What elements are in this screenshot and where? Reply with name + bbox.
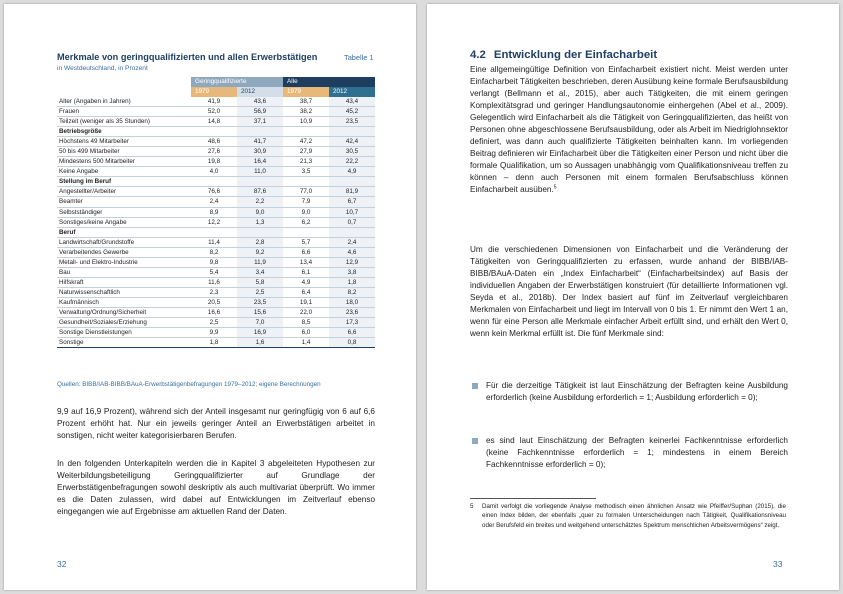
table-cell: 48,6	[207, 138, 221, 146]
table-cell: 43,4	[329, 97, 375, 107]
table-row	[57, 307, 375, 317]
table-cell: 5,4	[209, 268, 219, 276]
table-cell: 1,3	[237, 217, 283, 227]
table-cell: 4,9	[301, 278, 311, 286]
table-row	[57, 187, 375, 197]
row-label: Bau	[59, 268, 71, 276]
row-label: Gesundheit/Soziales/Erziehung	[59, 319, 147, 327]
table-cell: 16,9	[237, 328, 283, 338]
right-page	[427, 4, 839, 590]
row-label: Keine Angabe	[59, 168, 99, 176]
footnote-reference[interactable]: 5	[553, 184, 557, 191]
table-cell: 8,2	[209, 248, 219, 256]
group-header-alle: Alle	[283, 77, 375, 87]
table-row	[57, 277, 375, 287]
bullet-text: es sind laut Einschätzung der Befragten keinerlei Fachkenntnisse erforderlich (keine Fachkenntnisse erforderlich = 1; mindestens in einem Bereich Fachkenntnisse erforderlich = 0);	[486, 436, 788, 469]
table-row	[57, 97, 375, 107]
table-cell: 3,4	[237, 267, 283, 277]
section-heading	[470, 49, 657, 61]
table-cell: 14,8	[207, 118, 221, 126]
table-cell: 9,8	[209, 258, 219, 266]
table-row	[57, 287, 375, 297]
footnote-text: Damit verfolgt die vorliegende Analyse methodisch einen ähnlichen Ansatz wie Pfeiffer/Suphan (2015), die einen Index bilden, der ebenfalls „quer zu formalen Unterscheidungen nach Tätigkeit, Qualifikationsniveau oder Berufsfeld ein breites und weitgehend unterschätztes Spektrum menschlichen Arbeitsvermögens“ zeigt.	[482, 503, 786, 529]
table-cell: 11,4	[208, 238, 220, 246]
table-cell: 1,6	[237, 338, 283, 348]
row-label: Beruf	[59, 228, 76, 236]
table-cell: 30,5	[329, 147, 375, 157]
table-row	[57, 297, 375, 307]
table-cell: 9,2	[237, 247, 283, 257]
table-cell: 41,7	[237, 137, 283, 147]
table-cell: 19,8	[207, 158, 221, 166]
row-label: Mindestens 500 Mitarbeiter	[59, 158, 135, 166]
row-label: Verarbeitendes Gewerbe	[59, 248, 129, 256]
table-cell: 22,2	[329, 157, 375, 167]
row-label: Angestellter/Arbeiter	[59, 188, 117, 196]
table-cell: 0,8	[329, 338, 375, 348]
table-cell: 6,4	[301, 288, 311, 296]
table-body	[57, 97, 375, 348]
table-cell: 7,0	[237, 318, 283, 328]
table-cell	[329, 127, 375, 137]
table-cell: 87,6	[237, 187, 283, 197]
table-cell: 11,9	[237, 257, 283, 267]
table-cell: 8,9	[209, 208, 219, 216]
table-cell: 23,6	[329, 307, 375, 317]
paragraph-text: Eine allgemeingültige Definition von Einfacharbeit existiert nicht. Meist werden unter Einfacharbeit Tätigkeiten beschrieben, deren Ausübung keine formale Berufsausbildung verlangt (Bellmann et al., 2015), aber auch Tätigkeiten, die mit einem geringen Komplexitätsgrad und geringer Handlungsautonomie einhergehen (Abel et al., 2009). Gelegentlich wird Einfacharbeit als die Tätigkeit von Geringqualifizierten, das heißt von Personen ohne abgeschlossene Berufsausbildung, oder als Arbeit im Niedriglohnsektor definiert, was dann auch qualifizierte Tätigkeiten beinhalten kann. Im vorliegenden Beitrag definieren wir Einfacharbeit über die Tätigkeiten einer Person und nicht über die formale Qualifikation, um so Aussagen unabhängig vom Qualifikationsniveau treffen zu können – denn auch Personen mit einem formalen Berufsabschluss können Einfacharbeit ausüben.	[470, 65, 789, 194]
table-row	[57, 117, 375, 127]
row-label: Stellung im Beruf	[59, 178, 112, 186]
table-row	[57, 318, 375, 328]
row-label: Alter (Angaben in Jahren)	[59, 98, 131, 105]
table-cell: 9,9	[209, 329, 219, 337]
table-cell: 17,3	[329, 318, 375, 328]
table-row	[57, 157, 375, 167]
row-label: Betriebsgröße	[59, 128, 102, 136]
table-cell: 38,7	[299, 98, 313, 105]
table-subtitle: in Westdeutschland, in Prozent	[57, 65, 148, 72]
table-cell: 5,8	[237, 277, 283, 287]
table-cell: 4,0	[209, 168, 219, 176]
page-number-right: 33	[773, 559, 783, 569]
table-cell: 19,1	[299, 298, 313, 306]
page-number-left: 32	[57, 559, 67, 569]
table-cell: 3,8	[329, 267, 375, 277]
data-table	[57, 77, 375, 348]
left-paragraph-2	[57, 458, 375, 518]
row-label: Höchstens 49 Mitarbeiter	[59, 138, 129, 146]
table-cell: 1,4	[301, 339, 311, 347]
table-cell: 2,5	[209, 319, 219, 327]
row-label: Kaufmännisch	[59, 298, 99, 306]
row-label: Verwaltung/Ordnung/Sicherheit	[59, 308, 147, 316]
table-cell: 2,4	[209, 198, 219, 206]
table-cell: 76,6	[207, 188, 221, 196]
table-cell: 12,9	[329, 257, 375, 267]
table-row	[57, 137, 375, 147]
right-paragraph-1	[470, 64, 788, 196]
table-cell: 3,5	[301, 168, 311, 176]
table-cell: 6,1	[301, 268, 311, 276]
section-title: Entwicklung der Einfacharbeit	[493, 49, 658, 61]
table-row	[57, 237, 375, 247]
table-cell: 21,3	[299, 158, 313, 166]
left-page	[4, 4, 416, 590]
table-cell: 15,6	[237, 307, 283, 317]
table-cell: 81,9	[329, 187, 375, 197]
paragraph-text: In den folgenden Unterkapiteln werden die in Kapitel 3 abgeleiteten Hypothesen zur Weiterbildungsbeteiligung Geringqualifizierter auf Grundlage der Erwerbstätigenbefragungen sowohl deskriptiv als auch multivariat überprüft. Wo immer es die Daten zulassen, wird dabei auf Entwicklungen im Zeitverlauf ebenso eingegangen wie auf Ergebnisse am aktuellen Rand der Daten.	[57, 459, 375, 516]
row-label: Naturwissenschaftlich	[59, 288, 120, 296]
table-cell: 9,0	[237, 207, 283, 217]
table-cell: 42,4	[329, 137, 375, 147]
table-cell: 47,2	[299, 138, 313, 146]
table-row	[57, 147, 375, 157]
table-row	[57, 207, 375, 217]
table-cell: 9,0	[301, 208, 311, 216]
table-cell	[329, 177, 375, 187]
year-header: 2012	[329, 87, 375, 97]
bullet-text: Für die derzeitige Tätigkeit ist laut Einschätzung der Befragten keine Ausbildung erforderlich (keine Ausbildung erforderlich = 1; Ausbildung erforderlich = 0);	[486, 381, 788, 402]
section-number: 4.2	[470, 49, 486, 61]
table-cell: 77,0	[299, 188, 313, 196]
table-cell: 45,2	[329, 107, 375, 117]
paragraph-text: 9,9 auf 16,9 Prozent), während sich der Anteil insgesamt nur geringfügig von 6 auf 6,6 Prozent erhöht hat. Nur ein jeweils geringer Anteil an Erwerbstätigen arbeitet in sonstigen, nicht weiter kategorisierbaren Berufen.	[57, 407, 375, 440]
table-cell: 12,2	[207, 218, 221, 226]
table-cell: 16,6	[207, 308, 221, 316]
table-row	[57, 328, 375, 338]
table-cell: 6,6	[301, 248, 311, 256]
table-row	[57, 257, 375, 267]
table-group-row	[57, 177, 375, 187]
table-title: Merkmale von geringqualifizierten und allen Erwerbstätigen	[57, 52, 318, 62]
table-cell: 27,6	[207, 148, 221, 156]
table-cell: 2,4	[329, 237, 375, 247]
table-cell	[191, 227, 237, 237]
table-cell	[329, 227, 375, 237]
table-cell: 2,5	[237, 287, 283, 297]
table-cell: 38,2	[299, 108, 313, 116]
table-cell: 5,7	[301, 238, 311, 246]
table-cell: 1,8	[209, 339, 219, 347]
row-label: Sonstige	[59, 339, 84, 347]
table-cell: 1,8	[329, 277, 375, 287]
table-cell	[283, 127, 329, 137]
table-row	[57, 338, 375, 348]
table-cell: 4,9	[329, 167, 375, 177]
table-cell: 10,7	[329, 207, 375, 217]
group-header-geringqualifizierte: Geringqualifizierte	[191, 77, 283, 87]
row-label: Teilzeit (weniger als 35 Stunden)	[59, 118, 151, 126]
table-cell: 43,6	[237, 97, 283, 107]
table-cell	[237, 177, 283, 187]
table-cell: 22,0	[299, 308, 313, 316]
table-cell: 18,0	[329, 297, 375, 307]
table-cell	[191, 177, 237, 187]
table-number: Tabelle 1	[344, 53, 374, 62]
table-cell	[283, 177, 329, 187]
table-cell: 8,2	[329, 287, 375, 297]
right-paragraph-2	[470, 244, 788, 340]
table-cell: 10,9	[299, 118, 313, 126]
square-bullet-icon	[472, 383, 478, 389]
row-label: Frauen	[59, 108, 79, 116]
table-row	[57, 197, 375, 207]
table-cell: 16,4	[237, 157, 283, 167]
table-source: Quellen: BIBB/IAB-BIBB/BAuA-Erwerbstätigenbefragungen 1979–2012; eigene Berechnungen	[57, 381, 321, 388]
table-cell	[283, 227, 329, 237]
table-cell: 6,6	[329, 328, 375, 338]
year-header: 1979	[283, 87, 329, 97]
table-cell: 41,9	[207, 98, 221, 105]
left-paragraph-1	[57, 406, 375, 442]
table-cell: 2,3	[209, 288, 219, 296]
table-cell: 7,9	[301, 198, 311, 206]
table-cell: 52,0	[207, 108, 221, 116]
table-cell: 8,5	[301, 319, 311, 327]
table-row	[57, 267, 375, 277]
table-cell: 13,4	[299, 258, 313, 266]
table-cell: 2,2	[237, 197, 283, 207]
table-cell	[237, 227, 283, 237]
table-cell: 6,7	[329, 197, 375, 207]
table-row	[57, 217, 375, 227]
square-bullet-icon	[472, 438, 478, 444]
year-header: 2012	[237, 87, 283, 97]
table-cell	[237, 127, 283, 137]
paragraph-text: Um die verschiedenen Dimensionen von Einfacharbeit und die Veränderung der Tätigkeiten von Geringqualifizierten zu erfassen, wurde anhand der BIBB/IAB-BIBB/BAuA-Daten ein „Index Einfacharbeit“ (Einfacharbeitsindex) auf Basis der individuellen Angaben der Erwerbstätigen konstruiert (für detaillierte Informationen vgl. Seyda et al., 2018b). Der Index basiert auf fünf im Zeitverlauf vergleichbaren Merkmalen von Einfacharbeit und liegt im Intervall von 0 bis 1. Er nimmt den Wert 1 an, wenn für eine Person alle Merkmale einfacher Arbeit erfüllt sind, und erhält den Wert 0, wenn kein Merkmal erfüllt ist. Die fünf Merkmale sind:	[470, 245, 788, 338]
footnote-divider	[470, 498, 596, 499]
table-cell: 37,1	[237, 117, 283, 127]
row-label: Beamter	[59, 198, 83, 206]
row-label: Sonstiges/keine Angabe	[59, 218, 127, 226]
table-cell: 6,0	[301, 329, 311, 337]
table-row	[57, 167, 375, 177]
table-cell: 30,9	[237, 147, 283, 157]
table-cell: 2,8	[237, 237, 283, 247]
footnote-number: 5	[470, 503, 474, 510]
row-label: 50 bis 499 Mitarbeiter	[59, 148, 120, 156]
row-label: Selbstständiger	[59, 208, 103, 216]
table-corner-years	[57, 87, 191, 97]
table-cell: 11,0	[237, 167, 283, 177]
row-label: Sonstige Dienstleistungen	[59, 329, 132, 337]
year-header: 1979	[191, 87, 237, 97]
table-group-row	[57, 227, 375, 237]
row-label: Landwirtschaft/Grundstoffe	[59, 238, 135, 246]
table-cell: 4,6	[329, 247, 375, 257]
table-cell: 56,9	[237, 107, 283, 117]
table-cell	[191, 127, 237, 137]
table-cell: 6,2	[301, 218, 311, 226]
row-label: Metall- und Elektro-Industrie	[59, 258, 138, 266]
table-group-row	[57, 127, 375, 137]
table-cell: 0,7	[329, 217, 375, 227]
table-corner	[57, 77, 191, 87]
table-cell: 27,9	[299, 148, 313, 156]
table-cell: 11,6	[208, 278, 220, 286]
row-label: Hilfskraft	[59, 278, 84, 286]
table-row	[57, 107, 375, 117]
table-cell: 23,5	[329, 117, 375, 127]
table-row	[57, 247, 375, 257]
table-cell: 23,5	[237, 297, 283, 307]
table-cell: 20,5	[207, 298, 221, 306]
